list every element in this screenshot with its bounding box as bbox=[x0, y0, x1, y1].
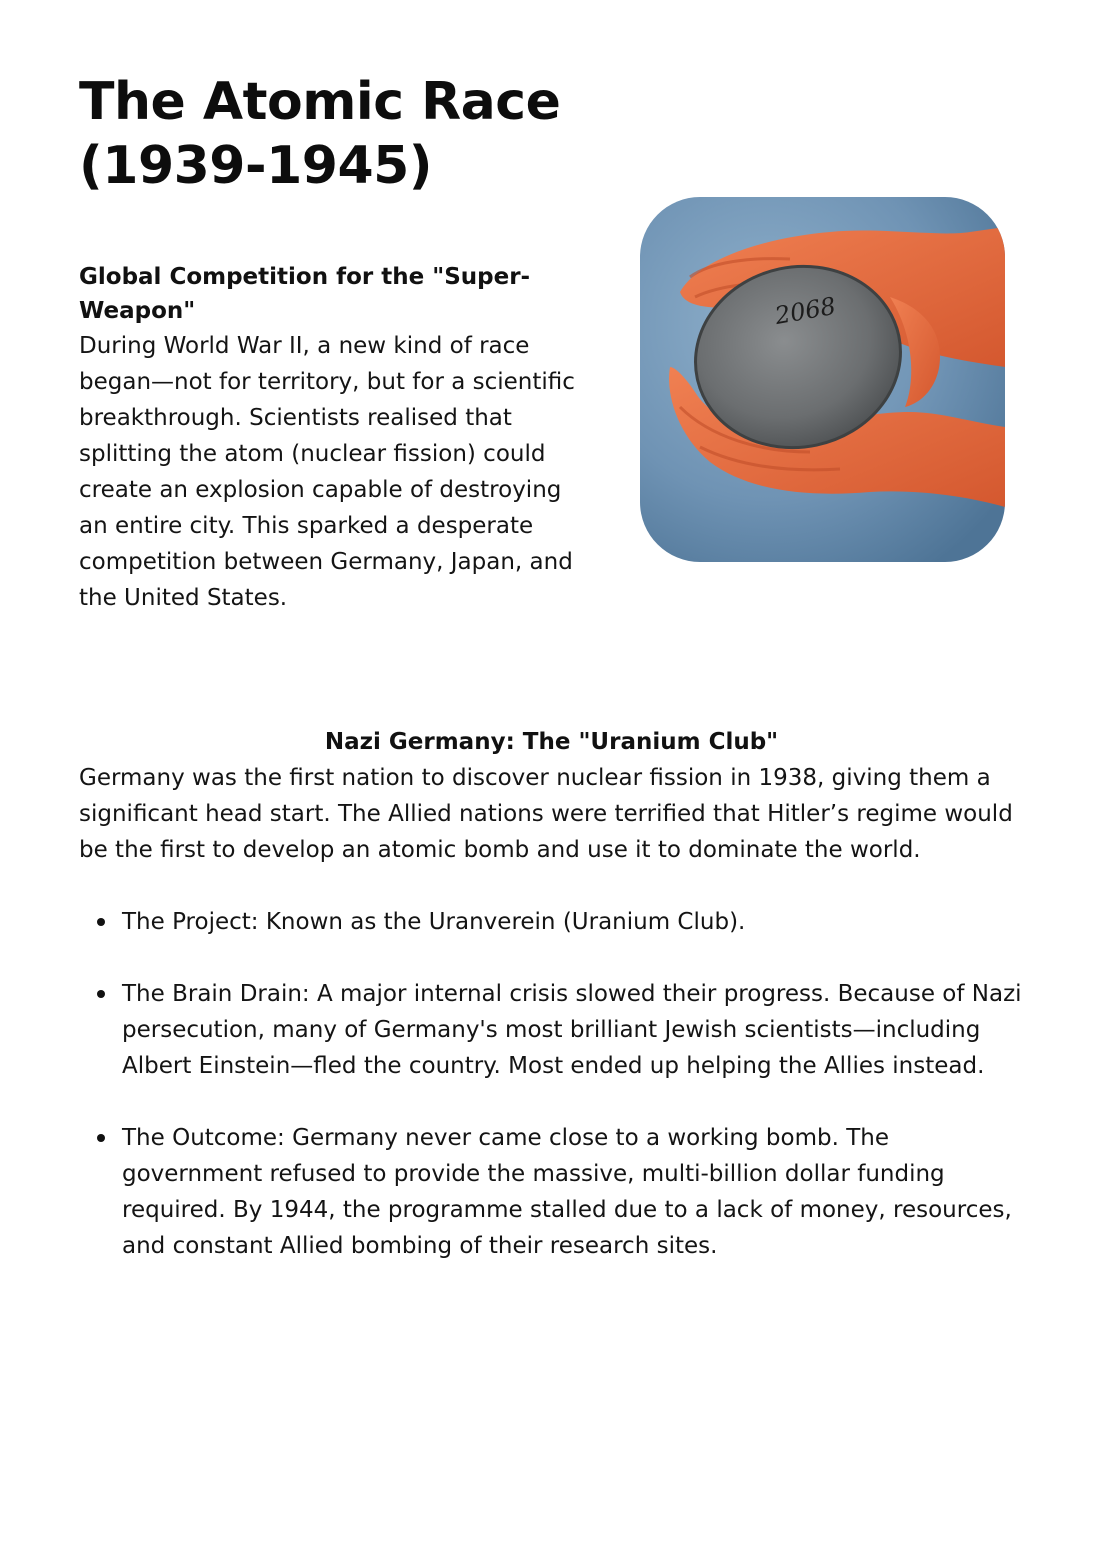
bullet-item bbox=[79, 976, 1024, 1084]
bullet-icon bbox=[97, 1134, 105, 1142]
disc-marking: 2068 bbox=[772, 291, 838, 331]
bullet-item bbox=[79, 1120, 1024, 1264]
germany-heading: Nazi Germany: The "Uranium Club" bbox=[324, 729, 779, 755]
germany-paragraph: Germany was the first nation to discover nuclear fission in 1938, giving them a significant head start. The Allied nations were terrified that Hitler’s regime would be the first to develop an atomic bomb and use it to dominate the world. bbox=[79, 765, 1013, 863]
bullet-text: The Project: Known as the Uranverein (Uranium Club). bbox=[122, 909, 746, 935]
title-line-1: The Atomic Race bbox=[79, 72, 561, 132]
bullet-icon bbox=[97, 990, 105, 998]
bullet-text: The Outcome: Germany never came close to a working bomb. The government refused to provide the massive, multi-billion dollar funding required. By 1944, the programme stalled due to a lack of money, resources, and constant Allied bombing of their research sites. bbox=[122, 1125, 1012, 1259]
germany-section bbox=[79, 724, 1024, 1300]
bullet-icon bbox=[97, 918, 105, 926]
bullet-text: The Brain Drain: A major internal crisis slowed their progress. Because of Nazi persecution, many of Germany's most brilliant Jewish scientists—including Albert Einstein—fled the country. Most ended up helping the Allies instead. bbox=[122, 981, 1022, 1079]
germany-bullet-list bbox=[79, 904, 1024, 1264]
intro-section bbox=[79, 260, 579, 616]
uranium-disc-photo bbox=[640, 197, 1005, 562]
bullet-item bbox=[79, 904, 1024, 940]
intro-heading: Global Competition for the "Super-Weapon" bbox=[79, 264, 531, 324]
title-line-2: (1939-1945) bbox=[79, 136, 433, 196]
intro-paragraph: During World War II, a new kind of race began—not for territory, but for a scientific breakthrough. Scientists realised that splitting the atom (nuclear fission) could create an explosion capable of destroying an entire city. This sparked a desperate competition between Germany, Japan, and the United States. bbox=[79, 333, 575, 611]
photo-illustration bbox=[640, 197, 1005, 562]
page-title bbox=[79, 70, 779, 198]
